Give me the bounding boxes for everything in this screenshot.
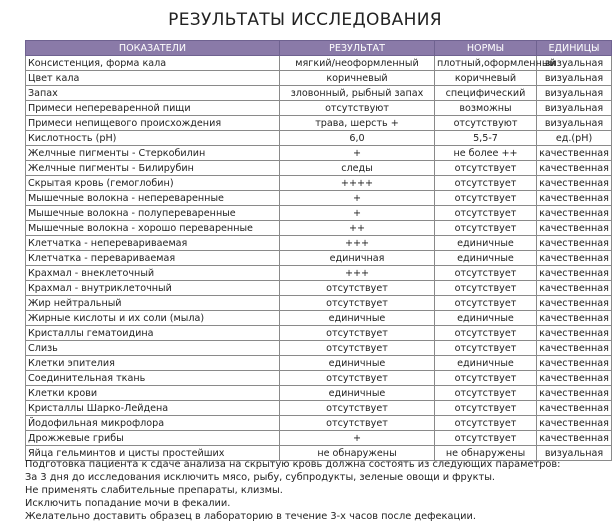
cell-parameter: Клетки эпителия bbox=[26, 356, 280, 371]
cell-unit: качественная bbox=[537, 221, 612, 236]
cell-parameter: Слизь bbox=[26, 341, 280, 356]
cell-result: мягкий/неоформленный bbox=[280, 56, 435, 71]
cell-result: отсутствует bbox=[280, 401, 435, 416]
cell-parameter: Крахмал - внеклеточный bbox=[26, 266, 280, 281]
table-row bbox=[26, 326, 612, 341]
cell-parameter: Мышечные волокна - непереваренные bbox=[26, 191, 280, 206]
cell-norm: отсутствует bbox=[435, 206, 537, 221]
cell-norm: специфический bbox=[435, 86, 537, 101]
cell-result: + bbox=[280, 146, 435, 161]
cell-norm: отсутствует bbox=[435, 401, 537, 416]
cell-parameter: Клетки крови bbox=[26, 386, 280, 401]
cell-unit: ед.(pH) bbox=[537, 131, 612, 146]
cell-unit: качественная bbox=[537, 431, 612, 446]
table-row bbox=[26, 236, 612, 251]
cell-parameter: Примеси непереваренной пищи bbox=[26, 101, 280, 116]
table-row bbox=[26, 416, 612, 431]
cell-norm: отсутствует bbox=[435, 431, 537, 446]
cell-norm: коричневый bbox=[435, 71, 537, 86]
cell-norm: отсутствует bbox=[435, 416, 537, 431]
cell-unit: визуальная bbox=[537, 446, 612, 461]
cell-result: отсутствует bbox=[280, 281, 435, 296]
cell-unit: качественная bbox=[537, 206, 612, 221]
cell-unit: качественная bbox=[537, 191, 612, 206]
cell-result: ++ bbox=[280, 221, 435, 236]
table-row bbox=[26, 341, 612, 356]
cell-parameter: Примеси непищевого происхождения bbox=[26, 116, 280, 131]
cell-unit: качественная bbox=[537, 386, 612, 401]
cell-norm: единичные bbox=[435, 356, 537, 371]
cell-unit: качественная bbox=[537, 311, 612, 326]
cell-norm: плотный,оформленный bbox=[435, 56, 537, 71]
cell-norm: отсутствует bbox=[435, 161, 537, 176]
cell-unit: качественная bbox=[537, 326, 612, 341]
cell-parameter: Кристаллы гематоидина bbox=[26, 326, 280, 341]
cell-norm: не обнаружены bbox=[435, 446, 537, 461]
table-row bbox=[26, 296, 612, 311]
cell-norm: отсутствует bbox=[435, 371, 537, 386]
cell-norm: отсутствует bbox=[435, 176, 537, 191]
cell-unit: качественная bbox=[537, 296, 612, 311]
cell-result: ++++ bbox=[280, 176, 435, 191]
cell-unit: качественная bbox=[537, 416, 612, 431]
cell-unit: качественная bbox=[537, 236, 612, 251]
cell-result: +++ bbox=[280, 236, 435, 251]
cell-norm: отсутствует bbox=[435, 341, 537, 356]
cell-parameter: Консистенция, форма кала bbox=[26, 56, 280, 71]
header-norms: НОРМЫ bbox=[435, 41, 537, 56]
cell-result: зловонный, рыбный запах bbox=[280, 86, 435, 101]
note-line: Исключить попадание мочи в фекалии. bbox=[25, 498, 231, 509]
cell-norm: возможны bbox=[435, 101, 537, 116]
table-row bbox=[26, 266, 612, 281]
cell-norm: отсутствует bbox=[435, 386, 537, 401]
table-row bbox=[26, 71, 612, 86]
cell-norm: отсутствует bbox=[435, 296, 537, 311]
table-row bbox=[26, 176, 612, 191]
header-parameters: ПОКАЗАТЕЛИ bbox=[26, 41, 280, 56]
table-row bbox=[26, 161, 612, 176]
cell-norm: отсутствует bbox=[435, 281, 537, 296]
header-result: РЕЗУЛЬТАТ bbox=[280, 41, 435, 56]
cell-result: следы bbox=[280, 161, 435, 176]
cell-parameter: Жирные кислоты и их соли (мыла) bbox=[26, 311, 280, 326]
cell-parameter: Жир нейтральный bbox=[26, 296, 280, 311]
page-title: РЕЗУЛЬТАТЫ ИССЛЕДОВАНИЯ bbox=[168, 10, 442, 30]
cell-result: отсутствуют bbox=[280, 101, 435, 116]
table-row bbox=[26, 101, 612, 116]
cell-norm: не более ++ bbox=[435, 146, 537, 161]
cell-parameter: Мышечные волокна - полупереваренные bbox=[26, 206, 280, 221]
cell-norm: 5,5-7 bbox=[435, 131, 537, 146]
cell-norm: отсутствует bbox=[435, 221, 537, 236]
table-row bbox=[26, 206, 612, 221]
table-header-row bbox=[26, 41, 612, 56]
cell-norm: отсутствует bbox=[435, 266, 537, 281]
table-row bbox=[26, 386, 612, 401]
cell-norm: единичные bbox=[435, 251, 537, 266]
cell-parameter: Йодофильная микрофлора bbox=[26, 416, 280, 431]
table-row bbox=[26, 221, 612, 236]
cell-unit: качественная bbox=[537, 161, 612, 176]
cell-result: трава, шерсть + bbox=[280, 116, 435, 131]
cell-unit: визуальная bbox=[537, 101, 612, 116]
cell-parameter: Клетчатка - неперевариваемая bbox=[26, 236, 280, 251]
note-line: Желательно доставить образец в лабораторию в течение 3-х часов после дефекации. bbox=[25, 511, 476, 522]
note-line: За 3 дня до исследования исключить мясо, рыбу, субпродукты, зеленые овощи и фрукты. bbox=[25, 472, 496, 483]
table-row bbox=[26, 191, 612, 206]
cell-result: отсутствует bbox=[280, 341, 435, 356]
cell-parameter: Скрытая кровь (гемоглобин) bbox=[26, 176, 280, 191]
cell-result: + bbox=[280, 431, 435, 446]
cell-parameter: Запах bbox=[26, 86, 280, 101]
cell-result: +++ bbox=[280, 266, 435, 281]
cell-result: не обнаружены bbox=[280, 446, 435, 461]
cell-unit: визуальная bbox=[537, 56, 612, 71]
note-line: Подготовка пациента к сдаче анализа на скрытую кровь должна состоять из следующих параметров: bbox=[25, 459, 561, 470]
table-row bbox=[26, 251, 612, 266]
cell-parameter: Яйца гельминтов и цисты простейших bbox=[26, 446, 280, 461]
cell-norm: единичные bbox=[435, 311, 537, 326]
cell-result: единичные bbox=[280, 311, 435, 326]
cell-unit: качественная bbox=[537, 266, 612, 281]
cell-result: единичные bbox=[280, 386, 435, 401]
cell-parameter: Кристаллы Шарко-Лейдена bbox=[26, 401, 280, 416]
cell-result: 6,0 bbox=[280, 131, 435, 146]
cell-norm: единичные bbox=[435, 236, 537, 251]
cell-result: + bbox=[280, 206, 435, 221]
cell-unit: визуальная bbox=[537, 86, 612, 101]
cell-parameter: Желчные пигменты - Билирубин bbox=[26, 161, 280, 176]
table-body bbox=[26, 56, 612, 461]
cell-norm: отсутствует bbox=[435, 191, 537, 206]
cell-parameter: Крахмал - внутриклеточный bbox=[26, 281, 280, 296]
cell-unit: качественная bbox=[537, 371, 612, 386]
results-table bbox=[25, 40, 612, 461]
note-line: Не применять слабительные препараты, клизмы. bbox=[25, 485, 283, 496]
cell-unit: качественная bbox=[537, 176, 612, 191]
table-row bbox=[26, 281, 612, 296]
cell-unit: качественная bbox=[537, 401, 612, 416]
table-row bbox=[26, 146, 612, 161]
table-row bbox=[26, 371, 612, 386]
cell-result: отсутствует bbox=[280, 416, 435, 431]
cell-parameter: Кислотность (pH) bbox=[26, 131, 280, 146]
cell-unit: качественная bbox=[537, 281, 612, 296]
cell-norm: отсутствует bbox=[435, 326, 537, 341]
cell-result: + bbox=[280, 191, 435, 206]
table-row bbox=[26, 401, 612, 416]
cell-unit: качественная bbox=[537, 356, 612, 371]
preparation-notes bbox=[25, 458, 605, 523]
cell-parameter: Клетчатка - перевариваемая bbox=[26, 251, 280, 266]
cell-result: отсутствует bbox=[280, 371, 435, 386]
cell-unit: визуальная bbox=[537, 116, 612, 131]
table-row bbox=[26, 131, 612, 146]
cell-parameter: Мышечные волокна - хорошо переваренные bbox=[26, 221, 280, 236]
table-row bbox=[26, 311, 612, 326]
table-row bbox=[26, 116, 612, 131]
cell-parameter: Желчные пигменты - Стеркобилин bbox=[26, 146, 280, 161]
cell-unit: визуальная bbox=[537, 71, 612, 86]
table-row bbox=[26, 56, 612, 71]
header-units: ЕДИНИЦЫ bbox=[537, 41, 612, 56]
cell-parameter: Цвет кала bbox=[26, 71, 280, 86]
cell-unit: качественная bbox=[537, 146, 612, 161]
table-row bbox=[26, 356, 612, 371]
cell-unit: качественная bbox=[537, 251, 612, 266]
cell-parameter: Дрожжевые грибы bbox=[26, 431, 280, 446]
table-row bbox=[26, 86, 612, 101]
table-row bbox=[26, 431, 612, 446]
cell-norm: отсутствуют bbox=[435, 116, 537, 131]
cell-result: отсутствует bbox=[280, 296, 435, 311]
cell-unit: качественная bbox=[537, 341, 612, 356]
cell-result: коричневый bbox=[280, 71, 435, 86]
cell-result: единичная bbox=[280, 251, 435, 266]
cell-result: единичные bbox=[280, 356, 435, 371]
cell-parameter: Соединительная ткань bbox=[26, 371, 280, 386]
cell-result: отсутствует bbox=[280, 326, 435, 341]
